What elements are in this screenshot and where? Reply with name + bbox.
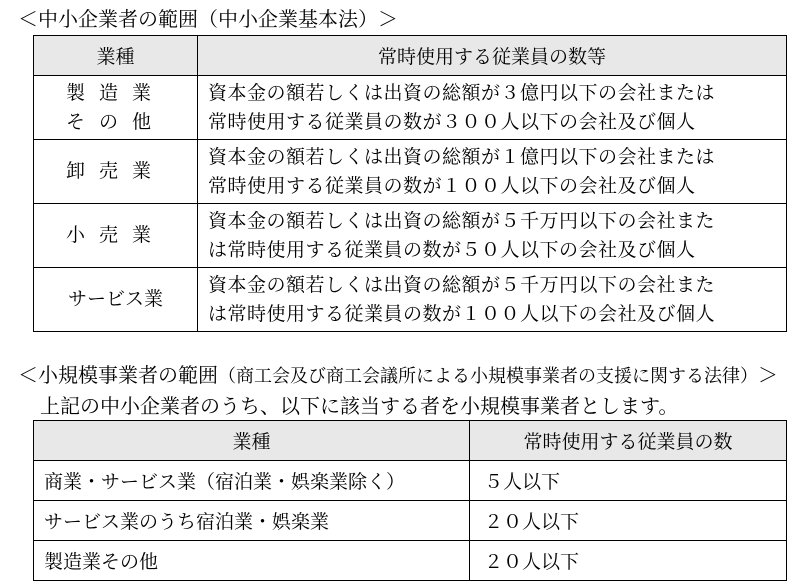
condition-line2: は常時使用する従業員の数が１００人以下の会社及び個人	[208, 302, 716, 325]
industry-cell: 製造業その他	[34, 541, 470, 581]
industry-label: サービス業	[67, 288, 163, 310]
small-business-scope-heading	[18, 362, 778, 390]
table-row	[34, 461, 787, 501]
header-employee-count: 常時使用する従業員の数	[470, 421, 787, 461]
condition-line2: 常時使用する従業員の数が３００人以下の会社及び個人	[208, 110, 696, 133]
industry-cell: 商業・サービス業（宿泊業・娯楽業除く）	[34, 461, 470, 501]
condition-line1: 資本金の額若しくは出資の総額が５千万円以下の会社また	[208, 209, 716, 232]
industry-label: 卸売業	[65, 160, 165, 182]
table-row	[34, 268, 787, 332]
header-industry: 業種	[34, 421, 470, 461]
industry-cell	[34, 76, 198, 140]
employee-count-cell: ５人以下	[470, 461, 787, 501]
condition-line1: 資本金の額若しくは出資の総額が３億円以下の会社または	[208, 81, 716, 104]
condition-line1: 資本金の額若しくは出資の総額が１億円以下の会社または	[208, 145, 716, 168]
employee-count-cell: ２０人以下	[470, 501, 787, 541]
heading-open: ＜小規模事業者の範囲	[18, 363, 218, 387]
header-industry: 業種	[34, 36, 198, 76]
condition-line2: は常時使用する従業員の数が５０人以下の会社及び個人	[208, 238, 696, 261]
sme-scope-heading: ＜中小企業者の範囲（中小企業基本法）＞	[18, 7, 398, 31]
condition-line1: 資本金の額若しくは出資の総額が５千万円以下の会社また	[208, 273, 716, 296]
condition-cell	[198, 268, 787, 332]
law-name: （商工会及び商工会議所による小規模事業者の支援に関する法律）	[218, 366, 758, 387]
industry-label: 小売業	[65, 224, 165, 246]
heading-close: ＞	[758, 363, 778, 387]
industry-cell	[34, 204, 198, 268]
table-row	[34, 140, 787, 204]
industry-cell	[34, 140, 198, 204]
industry-label-line2: その他	[65, 110, 165, 133]
industry-cell	[34, 268, 198, 332]
industry-label: 製造業	[65, 81, 165, 104]
intro-text: 上記の中小企業者のうち、以下に該当する者を小規模事業者とします。	[40, 394, 679, 418]
sme-scope-table	[33, 35, 787, 332]
table-row	[34, 501, 787, 541]
employee-count-cell: ２０人以下	[470, 541, 787, 581]
industry-cell: サービス業のうち宿泊業・娯楽業	[34, 501, 470, 541]
table-row	[34, 76, 787, 140]
condition-cell	[198, 204, 787, 268]
header-employee-condition: 常時使用する従業員の数等	[198, 36, 787, 76]
small-business-table	[33, 420, 787, 581]
condition-line2: 常時使用する従業員の数が１００人以下の会社及び個人	[208, 174, 696, 197]
table-header-row	[34, 36, 787, 76]
condition-cell	[198, 76, 787, 140]
condition-cell	[198, 140, 787, 204]
table-row	[34, 541, 787, 581]
table-header-row	[34, 421, 787, 461]
table-row	[34, 204, 787, 268]
